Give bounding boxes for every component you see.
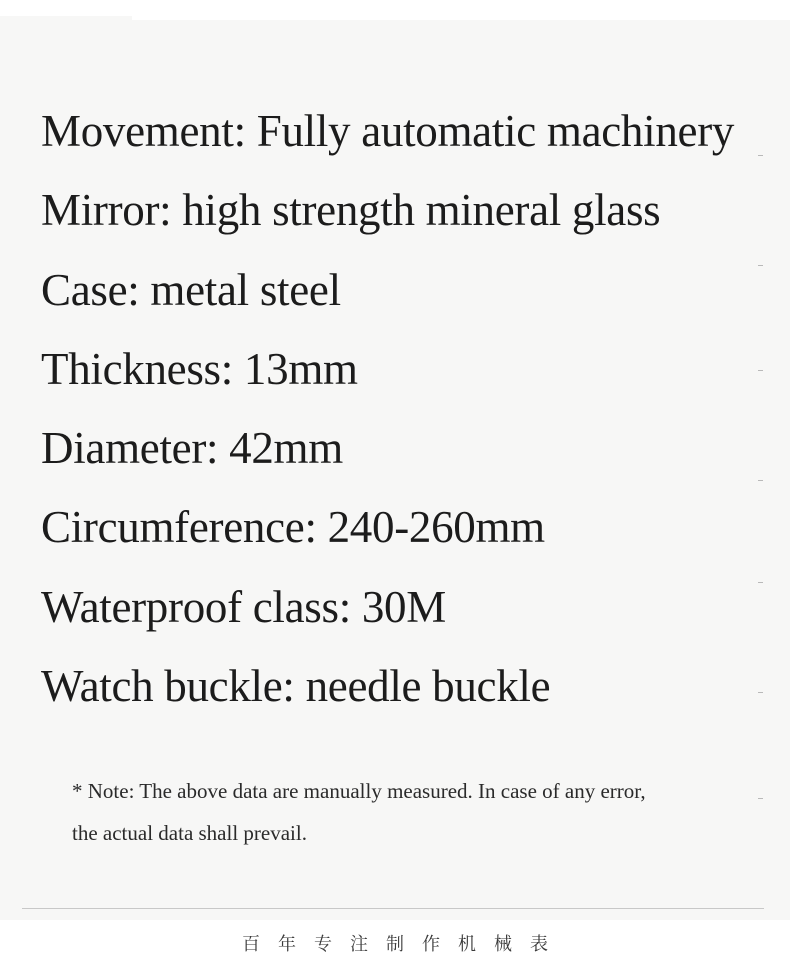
edge-tick (758, 480, 763, 481)
spec-buckle: Watch buckle: needle buckle (41, 661, 551, 712)
footer-divider (22, 908, 764, 909)
edge-tick (758, 265, 763, 266)
spec-waterproof: Waterproof class: 30M (41, 581, 446, 632)
edge-tick (758, 582, 763, 583)
edge-tick (758, 692, 763, 693)
note-line-2: the actual data shall prevail. (72, 821, 307, 845)
measurement-note (72, 770, 732, 854)
edge-tick (758, 370, 763, 371)
spec-list (41, 98, 734, 732)
edge-tick (758, 155, 763, 156)
spec-diameter: Diameter: 42mm (41, 423, 343, 474)
spec-case: Case: metal steel (41, 264, 341, 315)
footer-tagline: 百年专注制作机械表 (242, 934, 566, 955)
spec-thickness: Thickness: 13mm (41, 343, 358, 394)
edge-tick (758, 798, 763, 799)
spec-movement: Movement: Fully automatic machinery (41, 106, 735, 156)
spec-circumference: Circumference: 240-260mm (41, 502, 545, 553)
note-line-1: * Note: The above data are manually measured. In case of any error, (72, 779, 646, 803)
spec-mirror: Mirror: high strength mineral glass (41, 185, 661, 236)
